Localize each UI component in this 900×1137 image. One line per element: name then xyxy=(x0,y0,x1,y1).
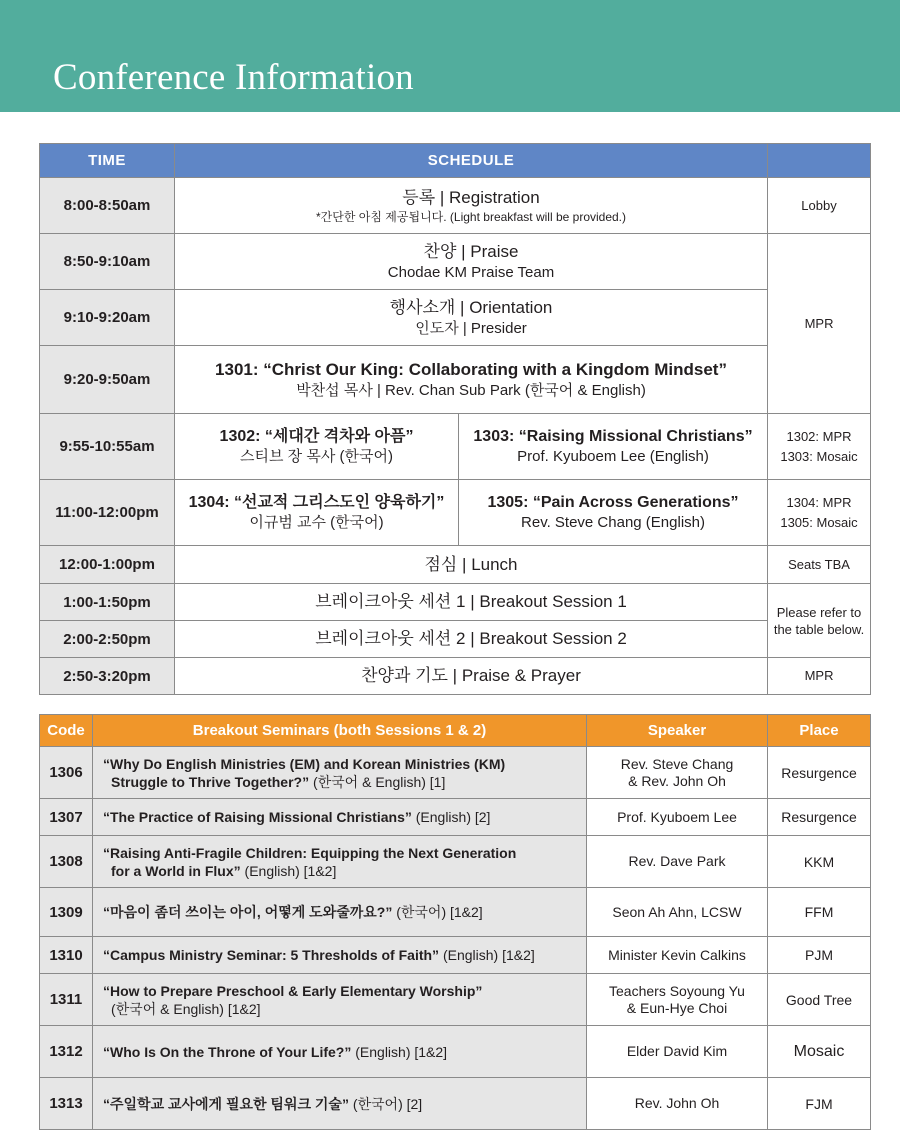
seminar-title-line xyxy=(103,862,586,880)
breakout-row xyxy=(40,747,871,799)
event-title: 1303: “Raising Missional Christians” xyxy=(473,428,753,445)
schedule-row xyxy=(40,234,871,290)
header-banner xyxy=(0,0,900,112)
speaker-name: Teachers Soyoung Yu xyxy=(609,982,745,999)
schedule-row xyxy=(40,621,871,658)
event-cell-korean xyxy=(175,480,459,546)
speaker-name: & Eun-Hye Choi xyxy=(626,999,728,1016)
speaker-name: Seon Ah Ahn, LCSW xyxy=(612,903,742,920)
time-cell: 8:00-8:50am xyxy=(40,178,175,234)
page-title: Conference Information xyxy=(53,57,414,98)
seminar-title-cell xyxy=(93,888,587,937)
place-cell: Lobby xyxy=(768,178,871,234)
event-subtitle: 박찬섭 목사 | Rev. Chan Sub Park (한국어 & English) xyxy=(296,382,646,399)
col-title-header: Breakout Seminars (both Sessions 1 & 2) xyxy=(93,715,587,747)
event-title: 찬양 | Praise xyxy=(423,242,519,261)
event-cell xyxy=(175,546,768,584)
event-title: 1305: “Pain Across Generations” xyxy=(487,494,739,511)
event-cell xyxy=(175,584,768,621)
place-cell: PJM xyxy=(768,937,871,974)
seminar-title-cell xyxy=(93,747,587,799)
place-cell: MPR xyxy=(768,658,871,695)
speaker-name: Rev. Steve Chang xyxy=(620,755,734,772)
place-cell: KKM xyxy=(768,836,871,888)
event-cell xyxy=(175,346,768,414)
seminar-code: 1312 xyxy=(40,1026,93,1078)
breakout-row xyxy=(40,1026,871,1078)
seminar-title-cell xyxy=(93,1078,587,1130)
breakout-row xyxy=(40,937,871,974)
seminar-language: (한국어) [1&2] xyxy=(392,904,483,920)
schedule-row xyxy=(40,658,871,695)
breakout-body xyxy=(40,747,871,1130)
seminar-title: Struggle to Thrive Together?” xyxy=(111,773,310,790)
time-cell: 9:55-10:55am xyxy=(40,414,175,480)
speaker-cell xyxy=(587,836,768,888)
col-place-header: Place xyxy=(768,715,871,747)
place-cell xyxy=(768,480,871,546)
seminar-title: “How to Prepare Preschool & Early Elementary Worship” xyxy=(103,982,483,999)
place-line: 1302: MPR xyxy=(786,428,852,444)
event-subtitle: Prof. Kyuboem Lee (English) xyxy=(517,448,709,465)
seminar-language: (한국어) [2] xyxy=(348,1095,423,1112)
seminar-title: “주일학교 교사에게 필요한 팀워크 기술” xyxy=(103,1095,349,1112)
event-title: 찬양과 기도 | Praise & Prayer xyxy=(361,666,581,685)
seminar-code: 1310 xyxy=(40,937,93,974)
event-title: 1304: “선교적 그리스도인 양육하기” xyxy=(188,494,445,511)
seminar-title-cell xyxy=(93,1026,587,1078)
seminar-title-cell xyxy=(93,937,587,974)
time-cell: 2:00-2:50pm xyxy=(40,621,175,658)
col-code-header: Code xyxy=(40,715,93,747)
event-title: 1301: “Christ Our King: Collaborating with a Kingdom Mindset” xyxy=(215,360,727,379)
speaker-cell xyxy=(587,799,768,836)
event-cell xyxy=(175,290,768,346)
time-cell: 9:20-9:50am xyxy=(40,346,175,414)
speaker-cell xyxy=(587,974,768,1026)
seminar-title-cell xyxy=(93,799,587,836)
seminar-language: (한국어 & English) [1&2] xyxy=(111,1000,261,1017)
schedule-row xyxy=(40,290,871,346)
time-cell: 11:00-12:00pm xyxy=(40,480,175,546)
schedule-row xyxy=(40,546,871,584)
place-cell: Good Tree xyxy=(768,974,871,1026)
place-cell: FJM xyxy=(768,1078,871,1130)
speaker-name: Rev. Dave Park xyxy=(628,853,726,869)
seminar-title-line xyxy=(103,1043,586,1061)
event-subtitle: 이규범 교수 (한국어) xyxy=(249,514,384,531)
event-title: 1302: “세대간 격차와 아픔” xyxy=(219,428,414,445)
speaker-name: Elder David Kim xyxy=(626,1043,728,1059)
schedule-table xyxy=(39,143,871,695)
seminar-title: for a World in Flux” xyxy=(111,862,241,879)
event-subtitle: Rev. Steve Chang (English) xyxy=(521,514,705,531)
place-line: 1303: Mosaic xyxy=(780,448,858,464)
place-cell: Resurgence xyxy=(768,747,871,799)
seminar-title: “Who Is On the Throne of Your Life?” xyxy=(103,1043,352,1060)
speaker-cell xyxy=(587,747,768,799)
breakout-row xyxy=(40,1078,871,1130)
seminar-language: (English) [1&2] xyxy=(240,862,337,879)
place-cell: Please refer to the table below. xyxy=(768,584,871,658)
time-cell: 8:50-9:10am xyxy=(40,234,175,290)
place-cell: Seats TBA xyxy=(768,546,871,584)
seminar-title-line xyxy=(103,946,586,964)
breakout-table xyxy=(39,714,871,1130)
breakout-row xyxy=(40,799,871,836)
event-cell xyxy=(175,658,768,695)
seminar-language: (한국어 & English) [1] xyxy=(309,773,446,790)
schedule-row xyxy=(40,414,871,480)
speaker-name: Minister Kevin Calkins xyxy=(608,946,746,963)
event-cell xyxy=(175,621,768,658)
speaker-name: Prof. Kyuboem Lee xyxy=(617,808,737,825)
place-cell xyxy=(768,414,871,480)
place-cell: Resurgence xyxy=(768,799,871,836)
seminar-code: 1309 xyxy=(40,888,93,937)
schedule-row xyxy=(40,480,871,546)
col-time-header: TIME xyxy=(40,144,175,178)
speaker-cell xyxy=(587,937,768,974)
event-title: 점심 | Lunch xyxy=(424,554,518,574)
place-cell: MPR xyxy=(768,234,871,414)
event-note: *간단한 아침 제공됩니다. (Light breakfast will be provided.) xyxy=(316,209,627,224)
seminar-title-line xyxy=(103,982,586,1000)
event-title: 등록 | Registration xyxy=(402,187,540,207)
speaker-cell xyxy=(587,1078,768,1130)
seminar-title-line xyxy=(103,903,586,921)
seminar-code: 1306 xyxy=(40,747,93,799)
place-line: 1304: MPR xyxy=(786,494,852,510)
time-cell: 1:00-1:50pm xyxy=(40,584,175,621)
seminar-code: 1311 xyxy=(40,974,93,1026)
seminar-language: (English) [1&2] xyxy=(351,1043,448,1060)
speaker-cell xyxy=(587,888,768,937)
breakout-row xyxy=(40,888,871,937)
seminar-title-line xyxy=(103,773,586,791)
seminar-title-cell xyxy=(93,974,587,1026)
event-title: 브레이크아웃 세션 1 | Breakout Session 1 xyxy=(315,592,627,611)
seminar-title-line xyxy=(103,1000,586,1018)
seminar-title: “The Practice of Raising Missional Christians” xyxy=(103,809,412,825)
schedule-row xyxy=(40,584,871,621)
event-subtitle: 인도자 | Presider xyxy=(415,320,527,337)
schedule-row xyxy=(40,346,871,414)
place-cell: FFM xyxy=(768,888,871,937)
event-cell xyxy=(175,178,768,234)
col-schedule-header: SCHEDULE xyxy=(175,144,768,178)
speaker-name: & Rev. John Oh xyxy=(628,772,726,789)
seminar-title: “Why Do English Ministries (EM) and Korean Ministries (KM) xyxy=(103,755,506,772)
schedule-header-row xyxy=(40,144,871,178)
time-cell: 12:00-1:00pm xyxy=(40,546,175,584)
seminar-title: “Campus Ministry Seminar: 5 Thresholds of Faith” xyxy=(103,947,440,963)
seminar-title-line xyxy=(103,755,586,773)
time-cell: 2:50-3:20pm xyxy=(40,658,175,695)
seminar-title-line xyxy=(103,844,586,862)
col-place-header xyxy=(768,144,871,178)
seminar-title-cell xyxy=(93,836,587,888)
seminar-title: “마음이 좀더 쓰이는 아이, 어떻게 도와줄까요?” xyxy=(103,904,393,920)
seminar-code: 1307 xyxy=(40,799,93,836)
event-cell-english xyxy=(459,414,768,480)
col-speaker-header: Speaker xyxy=(587,715,768,747)
speaker-cell xyxy=(587,1026,768,1078)
event-subtitle: Chodae KM Praise Team xyxy=(387,264,555,281)
event-cell-english xyxy=(459,480,768,546)
seminar-title-line xyxy=(103,1095,586,1113)
seminar-code: 1308 xyxy=(40,836,93,888)
breakout-row xyxy=(40,836,871,888)
seminar-title-line xyxy=(103,808,586,826)
seminar-title: “Raising Anti-Fragile Children: Equipping the Next Generation xyxy=(103,844,517,861)
schedule-row xyxy=(40,178,871,234)
time-cell: 9:10-9:20am xyxy=(40,290,175,346)
place-cell: Mosaic xyxy=(768,1026,871,1078)
event-subtitle: 스티브 장 목사 (한국어) xyxy=(240,448,393,465)
event-title: 브레이크아웃 세션 2 | Breakout Session 2 xyxy=(315,629,627,648)
event-cell xyxy=(175,234,768,290)
seminar-language: (English) [2] xyxy=(411,809,491,825)
place-line: 1305: Mosaic xyxy=(780,514,858,530)
seminar-code: 1313 xyxy=(40,1078,93,1130)
event-cell-korean xyxy=(175,414,459,480)
breakout-row xyxy=(40,974,871,1026)
event-title: 행사소개 | Orientation xyxy=(389,298,553,317)
seminar-language: (English) [1&2] xyxy=(439,947,535,963)
breakout-header-row xyxy=(40,715,871,747)
speaker-name: Rev. John Oh xyxy=(634,1095,720,1111)
